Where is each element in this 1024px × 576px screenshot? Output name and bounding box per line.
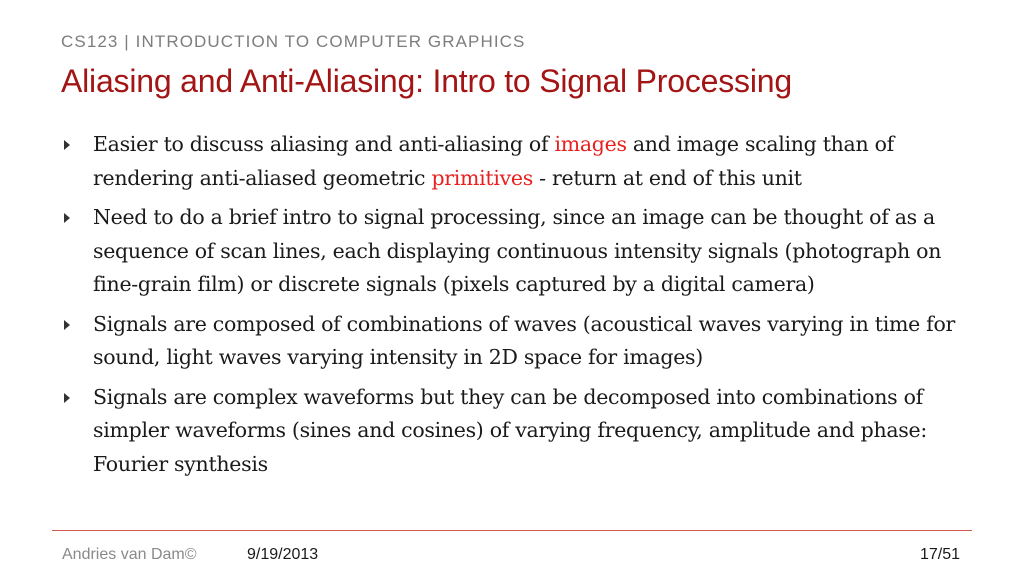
- triangle-right-icon: [64, 213, 70, 223]
- footer-divider: [52, 530, 972, 531]
- bullet-item: [61, 308, 971, 375]
- bullet-item: [61, 381, 971, 482]
- triangle-right-icon: [64, 140, 70, 150]
- footer-author: Andries van Dam©: [62, 546, 197, 563]
- bullet-text: and image scaling than of rendering anti-aliased geometric: [93, 132, 894, 190]
- bullet-text: Signals are composed of combinations of waves (acoustical waves varying in time for sound, light waves varying intensity in 2D space for images): [93, 311, 956, 369]
- footer-date: 9/19/2013: [247, 546, 319, 563]
- slide-title: Aliasing and Anti-Aliasing: Intro to Signal Processing: [61, 63, 792, 99]
- page-number: 17/51: [919, 546, 960, 563]
- highlight-images: images: [554, 132, 627, 156]
- bullet-text: Easier to discuss aliasing and anti-aliasing of: [93, 132, 555, 156]
- bullet-text: - return at end of this unit: [532, 165, 802, 190]
- triangle-right-icon: [64, 320, 70, 330]
- bullet-text: Need to do a brief intro to signal processing, since an image can be thought of as a sequence of scan lines, each displaying continuous intensity signals (photograph on fine-grain film) or discrete signals (pixels captured by a digital camera): [93, 205, 942, 296]
- highlight-primitives: primitives: [431, 165, 533, 190]
- bullet-item: [61, 128, 971, 195]
- bullet-list: [61, 128, 971, 487]
- bullet-text: Signals are complex waveforms but they can be decomposed into combinations of simpler waveforms (sines and cosines) of varying frequency, amplitude and phase: Fourier synthesis: [93, 384, 927, 476]
- triangle-right-icon: [64, 393, 70, 403]
- course-label: CS123 | INTRODUCTION TO COMPUTER GRAPHICS: [61, 32, 526, 51]
- bullet-item: [61, 201, 971, 302]
